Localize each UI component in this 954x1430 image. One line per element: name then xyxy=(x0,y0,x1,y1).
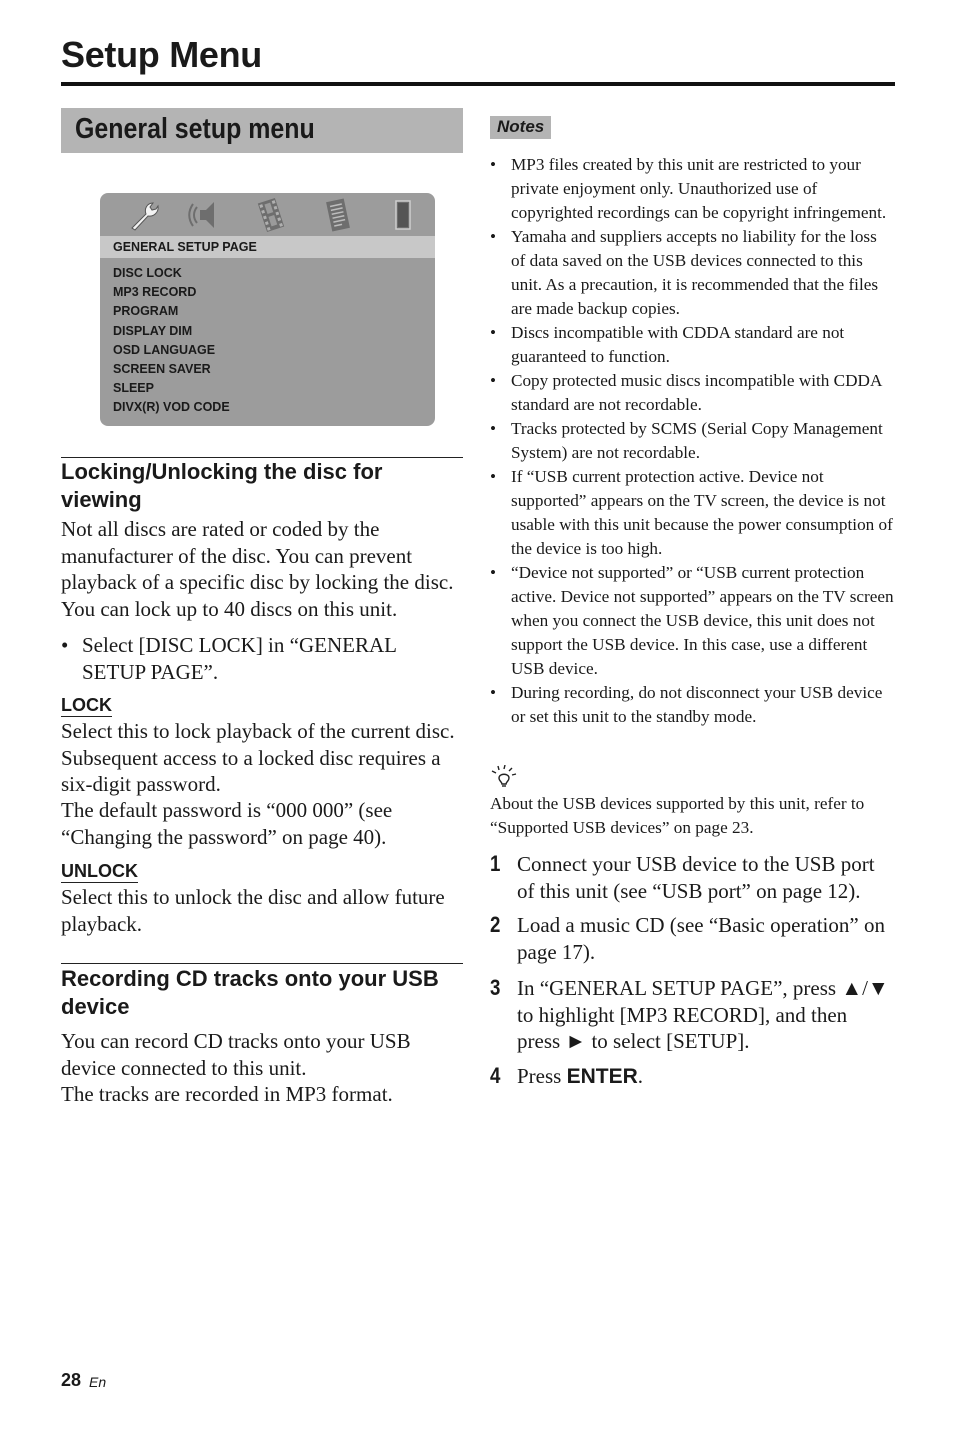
osd-screen xyxy=(100,193,435,426)
page-number: 28 xyxy=(61,1370,82,1390)
notes-list xyxy=(490,153,895,729)
locking-bullet: • Select [DISC LOCK] in “GENERAL SETUP PAGE”. xyxy=(61,632,463,685)
step-text: Press ENTER. xyxy=(517,1064,644,1088)
osd-menu-item: DISC LOCK xyxy=(113,266,182,280)
osd-menu-item: OSD LANGUAGE xyxy=(113,342,216,357)
lock-default-password: The default password is “000 000” (see “Changing the password” on page 40). xyxy=(61,798,393,849)
step-number: 3 xyxy=(490,975,501,1000)
note-item: • MP3 files created by this unit are restricted to your private enjoyment only. Unauthorized use of copyrighted recordings can be copyright infringement. xyxy=(490,153,895,225)
recording-format: The tracks are recorded in MP3 format. xyxy=(61,1082,393,1106)
osd-menu-item: PROGRAM xyxy=(113,304,179,319)
note-item: • Yamaha and suppliers accepts no liability for the loss of data saved on the USB devices connected to this unit. As a precaution, it is recommended that the files are made backup copies. xyxy=(490,225,895,321)
step-number: 2 xyxy=(490,912,501,937)
locking-heading: Locking/Unlocking the disc for viewing xyxy=(61,459,383,512)
step-text: Connect your USB device to the USB port of this unit (see “USB port” on page 12). xyxy=(517,852,875,903)
osd-header: GENERAL SETUP PAGE xyxy=(100,236,435,258)
lock-label: LOCK xyxy=(61,695,112,715)
speaker-icon xyxy=(188,197,224,233)
lock-text: Select this to lock playback of the current disc. Subsequent access to a locked disc requires a six-digit password. xyxy=(61,719,455,796)
section-title: General setup menu xyxy=(75,113,315,145)
locking-intro: Not all discs are rated or coded by the manufacturer of the disc. You can prevent playback of a specific disc by locking the disc. You can lock up to 40 discs on this unit. xyxy=(61,517,454,621)
note-item: • During recording, do not disconnect your USB device or set this unit to the standby mode. xyxy=(490,681,895,729)
note-item: • Discs incompatible with CDDA standard are not guaranteed to function. xyxy=(490,321,895,369)
document-icon xyxy=(320,197,356,233)
step-text: Load a music CD (see “Basic operation” on page 17). xyxy=(517,913,885,964)
wrench-icon xyxy=(126,197,162,233)
page-title: Setup Menu xyxy=(61,34,262,75)
note-item: • Copy protected music discs incompatible with CDDA standard are not recordable. xyxy=(490,369,895,417)
unlock-label: UNLOCK xyxy=(61,861,138,881)
note-item: • Tracks protected by SCMS (Serial Copy Management System) are not recordable. xyxy=(490,417,895,465)
step-text: In “GENERAL SETUP PAGE”, press ▲/▼ to highlight [MP3 RECORD], and then press ► to select [SETUP]. xyxy=(517,976,889,1053)
osd-menu-item: SLEEP xyxy=(113,381,154,396)
osd-menu-item: MP3 RECORD xyxy=(113,285,197,300)
film-icon xyxy=(253,197,289,233)
osd-menu-item: DISPLAY DIM xyxy=(113,323,193,338)
page-language: En xyxy=(89,1374,107,1390)
section-header xyxy=(61,108,463,153)
tip-text: About the USB devices supported by this unit, refer to “Supported USB devices” on page 23. xyxy=(490,794,865,837)
subsection-rule xyxy=(61,963,463,964)
door-icon xyxy=(385,197,421,233)
note-item: • “Device not supported” or “USB current protection active. Device not supported” appears on the TV screen when you connect the USB device, this unit does not support the USB device. In this case, use a different USB device. xyxy=(490,561,895,681)
title-rule xyxy=(61,82,895,86)
enter-key-label: ENTER xyxy=(566,1065,638,1088)
note-item: • If “USB current protection active. Device not supported” appears on the TV screen, the device is not usable with this unit because the power consumption of the device is too high. xyxy=(490,465,895,561)
osd-menu-item: SCREEN SAVER xyxy=(113,361,211,376)
step-number: 1 xyxy=(490,851,501,876)
recording-text: You can record CD tracks onto your USB device connected to this unit. xyxy=(61,1029,411,1080)
recording-heading: Recording CD tracks onto your USB device xyxy=(61,966,439,1019)
up-down-arrows-icon: ▲/▼ xyxy=(841,976,889,1000)
notes-label: Notes xyxy=(490,116,551,139)
unlock-text: Select this to unlock the disc and allow future playback. xyxy=(61,885,445,936)
play-arrow-icon: ► xyxy=(565,1029,587,1053)
step-number: 4 xyxy=(490,1063,501,1088)
osd-icon-bar xyxy=(100,193,435,236)
osd-menu-item: DIVX(R) VOD CODE xyxy=(113,400,230,415)
osd-menu-list xyxy=(113,264,230,418)
lightbulb-icon xyxy=(490,765,518,787)
